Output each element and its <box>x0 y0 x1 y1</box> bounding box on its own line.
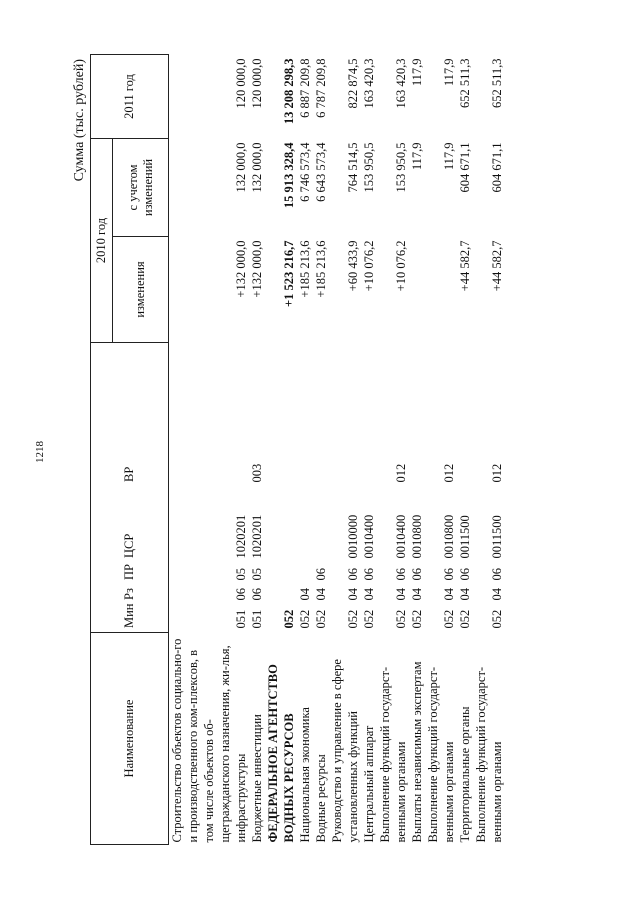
header-vr: ВР <box>122 466 136 482</box>
row-vr: 012 <box>394 463 408 483</box>
row-2011: 652 511,3 <box>458 58 472 109</box>
row-2011: 163 420,3 <box>362 58 376 109</box>
row-change: +10 076,2 <box>394 240 408 292</box>
row-codes <box>473 343 505 633</box>
row-name: Выполнение функций государст-венными органами <box>426 666 456 843</box>
row-name: Бюджетные инвестиции <box>250 714 264 843</box>
row-name: Центральный аппарат <box>362 725 376 843</box>
table-row <box>425 54 457 844</box>
row-pr: 06 <box>458 568 472 581</box>
row-min: 052 <box>298 609 312 629</box>
header-codes <box>91 343 169 633</box>
header-csr: ЦСР <box>122 533 136 558</box>
table-row <box>249 54 265 844</box>
table-row <box>297 54 313 844</box>
row-with-changes: 117,9 <box>410 142 424 171</box>
row-with-changes: 604 671,1 <box>490 142 504 193</box>
row-codes <box>329 343 361 633</box>
row-with-changes: 117,9 <box>442 142 456 171</box>
row-rz: 04 <box>490 588 504 601</box>
row-codes <box>313 343 329 633</box>
row-csr: 0010000 <box>346 514 360 559</box>
header-rz: Рз <box>122 588 136 600</box>
row-pr: 06 <box>346 568 360 581</box>
row-change: +10 076,2 <box>362 240 376 292</box>
row-rz: 04 <box>394 588 408 601</box>
row-pr: 06 <box>490 568 504 581</box>
row-change: +60 433,9 <box>346 240 360 292</box>
row-with-changes: 132 000,0 <box>250 142 264 193</box>
rotated-table-page <box>70 55 570 845</box>
header-name: Наименование <box>91 633 169 845</box>
row-2011: 120 000,0 <box>234 58 248 109</box>
row-min: 052 <box>490 609 504 629</box>
row-codes <box>377 343 409 633</box>
row-codes <box>169 343 250 633</box>
table-row <box>377 54 409 844</box>
row-pr: 06 <box>410 568 424 581</box>
row-codes <box>361 343 377 633</box>
table-row <box>409 54 425 844</box>
row-change <box>409 237 425 343</box>
row-name: Выполнение функций государст-венными органами <box>378 666 408 843</box>
row-rz: 06 <box>250 588 264 601</box>
row-codes <box>297 343 313 633</box>
row-min: 052 <box>346 609 360 629</box>
row-change: +44 582,7 <box>490 240 504 292</box>
sum-caption: Сумма (тыс. рублей) <box>72 59 87 182</box>
row-csr: 0011500 <box>490 515 504 559</box>
row-2011: 117,9 <box>410 58 424 87</box>
row-min: 051 <box>250 609 264 629</box>
row-rz: 04 <box>442 588 456 601</box>
row-csr: 1020201 <box>250 514 264 559</box>
row-name: Руководство и управление в сфере установленных функций <box>330 659 360 843</box>
table-row <box>265 54 297 844</box>
row-codes <box>425 343 457 633</box>
row-name: Выплаты независимым экспертам <box>410 661 424 843</box>
row-vr: 003 <box>250 463 264 483</box>
row-codes <box>265 343 297 633</box>
table-body <box>169 54 506 844</box>
row-min: 052 <box>442 609 456 629</box>
row-min: 052 <box>458 609 472 629</box>
row-vr: 012 <box>490 463 504 483</box>
row-with-changes: 6 746 573,4 <box>298 142 312 202</box>
row-csr: 0010400 <box>394 514 408 559</box>
row-2011: 652 511,3 <box>490 58 504 109</box>
row-2011: 163 420,3 <box>394 58 408 109</box>
row-rz: 04 <box>458 588 472 601</box>
row-change: +132 000,0 <box>250 240 264 298</box>
row-codes <box>457 343 473 633</box>
row-name: Водные ресурсы <box>314 754 328 843</box>
row-change: +132 000,0 <box>234 240 248 298</box>
table-row <box>169 54 250 844</box>
table-row <box>457 54 473 844</box>
header-2010: 2010 год <box>91 138 113 342</box>
row-csr: 0011500 <box>458 515 472 559</box>
row-csr: 0010800 <box>442 514 456 559</box>
row-change <box>425 237 457 343</box>
row-min: 052 <box>394 609 408 629</box>
row-vr: 012 <box>442 463 456 483</box>
row-min: 052 <box>410 609 424 629</box>
row-pr: 06 <box>442 568 456 581</box>
row-with-changes: 604 671,1 <box>458 142 472 193</box>
header-2011: 2011 год <box>91 54 169 138</box>
header-changes: изменения <box>113 237 169 343</box>
row-with-changes: 764 514,5 <box>346 142 360 193</box>
row-name: ФЕДЕРАЛЬНОЕ АГЕНТСТВО ВОДНЫХ РЕСУРСОВ <box>266 664 296 843</box>
row-rz: 04 <box>346 588 360 601</box>
row-min: 052 <box>314 609 328 629</box>
table-row <box>313 54 329 844</box>
budget-table <box>90 54 505 845</box>
row-change: +1 523 216,7 <box>282 240 296 307</box>
row-min: 052 <box>282 609 296 629</box>
row-pr: 06 <box>314 568 328 581</box>
header-pr: ПР <box>122 564 136 580</box>
row-name: Национальная экономика <box>298 707 312 843</box>
row-csr: 1020201 <box>234 514 248 559</box>
row-with-changes: 6 643 573,4 <box>314 142 328 202</box>
row-with-changes: 15 913 328,4 <box>282 142 296 209</box>
row-rz: 04 <box>362 588 376 601</box>
row-2011: 822 874,5 <box>346 58 360 109</box>
row-min: 051 <box>234 609 248 629</box>
row-pr: 06 <box>394 568 408 581</box>
row-pr: 05 <box>250 568 264 581</box>
table-row <box>361 54 377 844</box>
table-row <box>473 54 505 844</box>
row-name: Выполнение функций государст-венными органами <box>474 666 504 843</box>
row-2011: 13 208 298,3 <box>282 58 296 125</box>
row-rz: 04 <box>314 588 328 601</box>
table-row <box>329 54 361 844</box>
row-rz: 04 <box>410 588 424 601</box>
row-rz: 04 <box>298 588 312 601</box>
row-change: +185 213,6 <box>314 240 328 298</box>
header-min: Мин <box>122 603 136 628</box>
row-codes <box>249 343 265 633</box>
row-codes <box>409 343 425 633</box>
row-csr: 0010800 <box>410 514 424 559</box>
row-with-changes: 132 000,0 <box>234 142 248 193</box>
row-change: +185 213,6 <box>298 240 312 298</box>
row-change: +44 582,7 <box>458 240 472 292</box>
row-2011: 117,9 <box>442 58 456 87</box>
row-2011: 6 787 209,8 <box>314 58 328 118</box>
row-name: Строительство объектов социально-го и производственного ком-плексов, в том числе объектов об-щегражданского назначения, жи-лья, инфраструктуры <box>170 638 248 843</box>
header-with-changes: с учетом изменений <box>113 138 169 236</box>
row-2011: 120 000,0 <box>250 58 264 109</box>
row-name: Территориальные органы <box>458 706 472 843</box>
row-rz: 06 <box>234 588 248 601</box>
row-2011: 6 887 209,8 <box>298 58 312 118</box>
row-pr: 05 <box>234 568 248 581</box>
row-with-changes: 153 950,5 <box>394 142 408 193</box>
row-min: 052 <box>362 609 376 629</box>
row-pr: 06 <box>362 568 376 581</box>
page-number: 1218 <box>34 441 46 463</box>
row-with-changes: 153 950,5 <box>362 142 376 193</box>
row-csr: 0010400 <box>362 514 376 559</box>
